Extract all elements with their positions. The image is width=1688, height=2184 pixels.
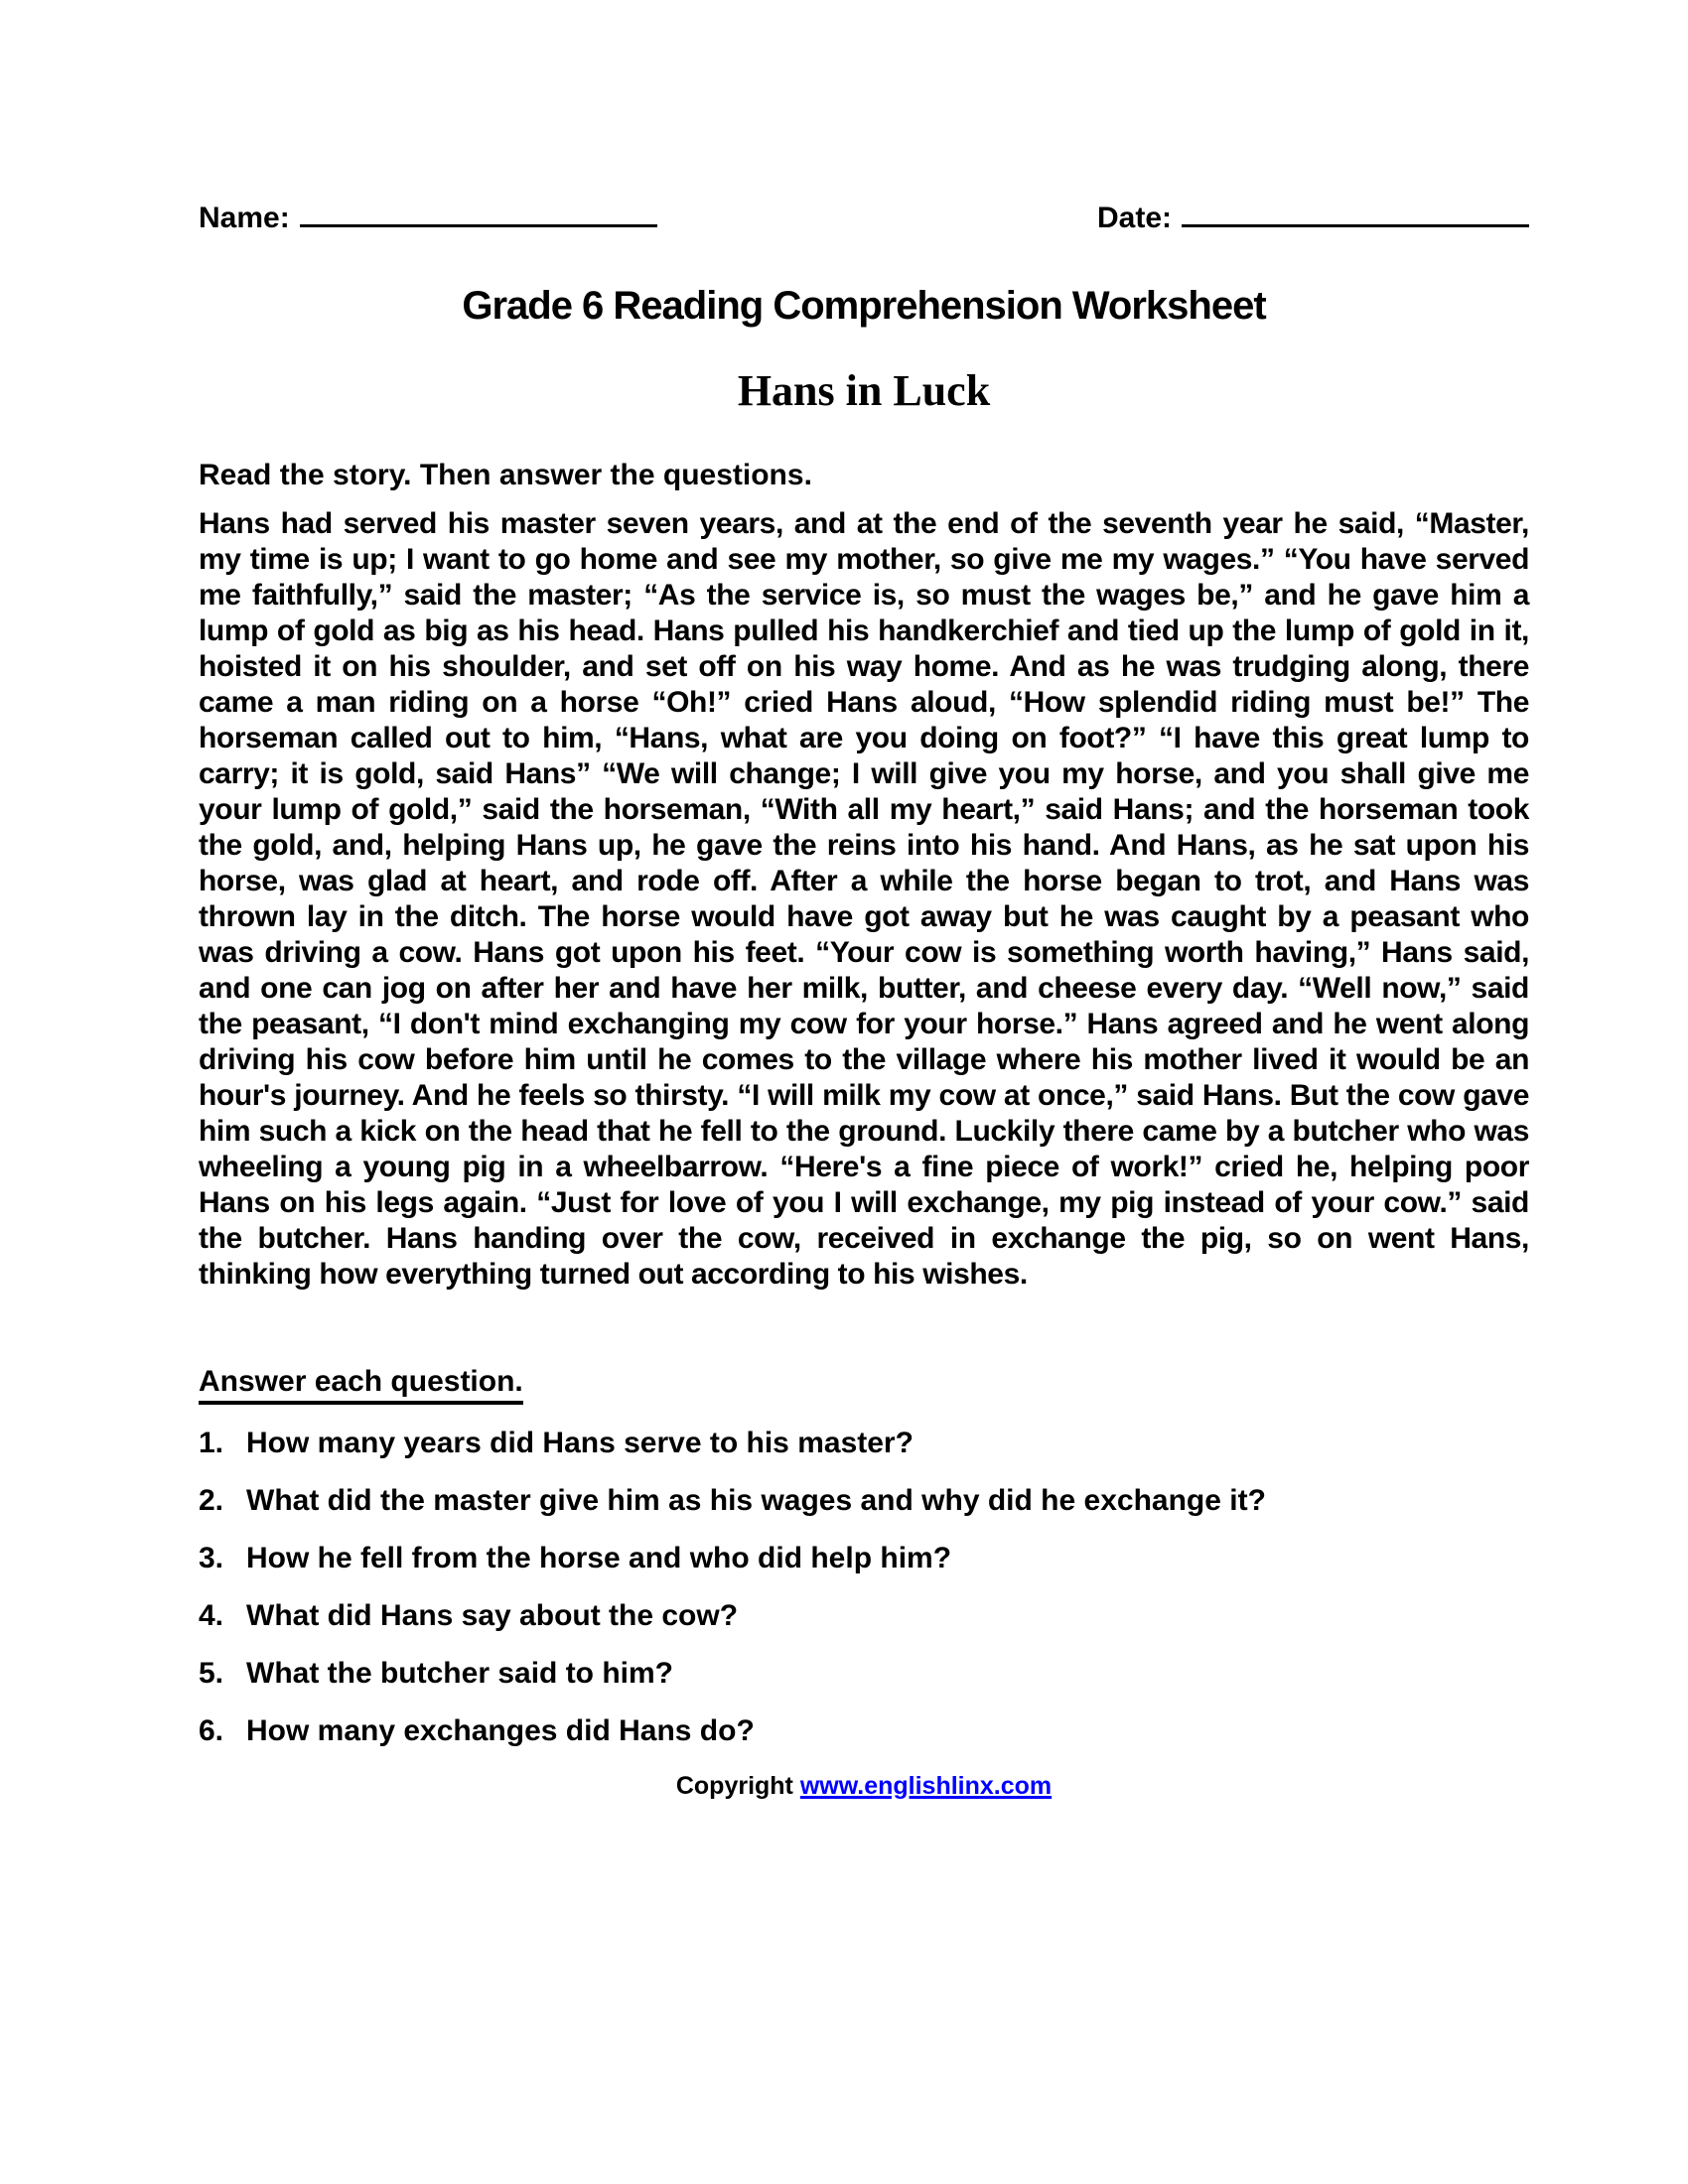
question-text: How many exchanges did Hans do? <box>246 1714 755 1747</box>
question-item <box>199 1656 1529 1692</box>
question-text: What did Hans say about the cow? <box>246 1599 739 1632</box>
question-item <box>199 1598 1529 1634</box>
name-blank-line <box>300 199 657 227</box>
story-text: Hans had served his master seven years, and at the end of the seventh year he said, “Master, my time is up; I want to go home and see my mother, so give me my wages.” “You have served me faithfully,” said the master; “As the service is, so must the wages be,” and he gave him a lump of gold as big as his head. Hans pulled his handkerchief and tied up the lump of gold in it, hoisted it on his shoulder, and set off on his way home. And as he was trudging along, there came a man riding on a horse “Oh!” cried Hans aloud, “How splendid riding must be!” The horseman called out to him, “Hans, what are you doing on foot?” “I have this great lump to carry; it is gold, said Hans” “We will change; I will give you my horse, and you shall give me your lump of gold,” said the horseman, “With all my heart,” said Hans; and the horseman took the gold, and, helping Hans up, he gave the reins into his hand. And Hans, as he sat upon his horse, was glad at heart, and rode off. After a while the horse began to trot, and Hans was thrown lay in the ditch. The horse would have got away but he was caught by a peasant who was driving a cow. Hans got upon his feet. “Your cow is something worth having,” Hans said, and one can jog on after her and have her milk, butter, and cheese every day. “Well now,” said the peasant, “I don't mind exchanging my cow for your horse.” Hans agreed and he went along driving his cow before him until he comes to the village where his mother lived it would be an hour's journey. And he feels so thirsty. “I will milk my cow at once,” said Hans. But the cow gave him such a kick on the head that he fell to the ground. Luckily there came by a butcher who was wheeling a young pig in a wheelbarrow. “Here's a fine piece of work!” cried he, helping poor Hans on his legs again. “Just for love of you I will exchange, my pig instead of your cow.” said the butcher. Hans handing over the cow, received in exchange the pig, so on went Hans, thinking how everything turned out according to his wishes. <box>199 507 1529 1291</box>
footer <box>199 1771 1529 1801</box>
question-number: 1. <box>199 1427 224 1459</box>
question-text: How he fell from the horse and who did help him? <box>246 1542 952 1574</box>
question-number: 4. <box>199 1599 224 1632</box>
date-label: Date: <box>1096 202 1172 234</box>
date-field <box>1097 199 1529 235</box>
name-label: Name: <box>199 202 290 234</box>
question-number: 5. <box>199 1657 224 1690</box>
question-item <box>199 1483 1529 1519</box>
question-number: 3. <box>199 1542 224 1574</box>
question-text: How many years did Hans serve to his master? <box>246 1427 914 1459</box>
question-item <box>199 1541 1529 1576</box>
date-blank-line <box>1182 199 1529 227</box>
instructions: Read the story. Then answer the questions. <box>199 459 812 491</box>
story-title: Hans in Luck <box>737 366 991 415</box>
question-number: 2. <box>199 1484 224 1517</box>
question-list <box>199 1426 1529 1749</box>
answer-heading-row <box>199 1364 1529 1400</box>
question-item <box>199 1426 1529 1461</box>
name-field <box>199 199 657 235</box>
page-title: Grade 6 Reading Comprehension Worksheet <box>462 284 1266 328</box>
question-item <box>199 1713 1529 1749</box>
copyright-label: Copyright <box>675 1772 793 1800</box>
copyright-link[interactable]: www.englishlinx.com <box>799 1772 1053 1800</box>
question-text: What the butcher said to him? <box>246 1657 674 1690</box>
question-number: 6. <box>199 1714 224 1747</box>
question-text: What did the master give him as his wages and why did he exchange it? <box>246 1484 1266 1517</box>
answer-heading: Answer each question. <box>199 1365 523 1405</box>
header-row <box>199 199 1529 235</box>
